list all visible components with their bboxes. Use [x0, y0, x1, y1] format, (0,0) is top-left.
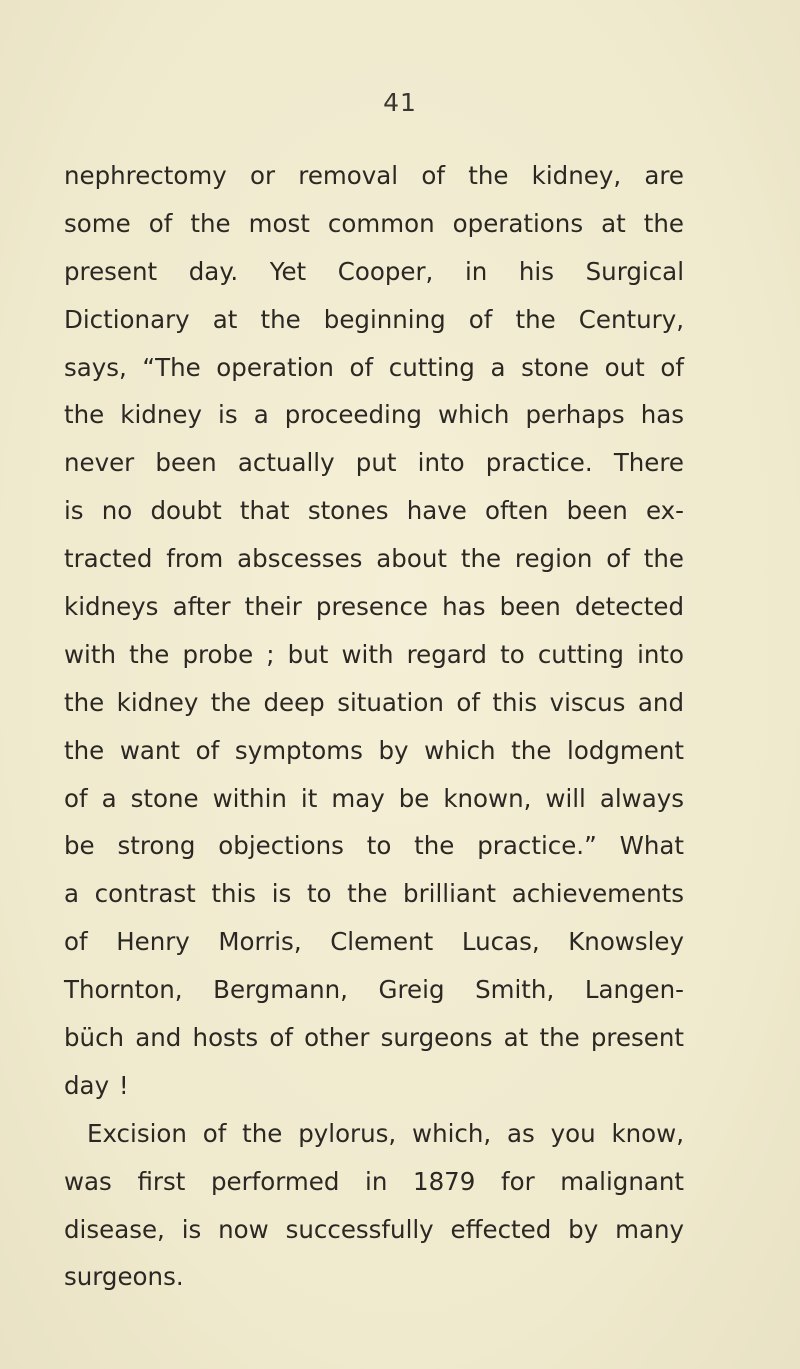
text-line: Thornton, Bergmann, Greig Smith, Langen-: [64, 975, 684, 1005]
text-line: a contrast this is to the brilliant achievements: [64, 879, 684, 909]
text-line: tracted from abscesses about the region of the: [64, 544, 684, 574]
text-line: nephrectomy or removal of the kidney, are: [64, 161, 684, 190]
text-line: kidneys after their presence has been detected: [64, 592, 684, 622]
text-line: büch and hosts of other surgeons at the present: [64, 1023, 684, 1053]
text-line: the kidney the deep situation of this viscus and: [64, 687, 684, 717]
text-line-paragraph-end: day !: [64, 1070, 129, 1100]
text-line: with the probe ; but with regard to cutting into: [64, 639, 684, 669]
body-text: [64, 152, 684, 1301]
text-line: the want of symptoms by which the lodgment: [64, 735, 684, 765]
text-line: be strong objections to the practice.” What: [64, 831, 684, 861]
text-line: the kidney is a proceeding which perhaps has: [64, 400, 684, 430]
text-line: of a stone within it may be known, will always: [64, 783, 684, 813]
text-line: says, “The operation of cutting a stone out of: [64, 352, 684, 382]
text-line: Dictionary at the beginning of the Century,: [64, 304, 684, 334]
text-line: is no doubt that stones have often been ex-: [64, 496, 684, 526]
text-line-paragraph-end: surgeons.: [64, 1262, 184, 1292]
text-line: disease, is now successfully effected by many: [64, 1214, 684, 1244]
text-line: present day. Yet Cooper, in his Surgical: [64, 256, 684, 286]
page-number: 41: [383, 88, 417, 117]
text-line-paragraph-start: Excision of the pylorus, which, as you know,: [87, 1118, 684, 1148]
text-line: of Henry Morris, Clement Lucas, Knowsley: [64, 927, 684, 957]
text-line: some of the most common operations at the: [64, 208, 684, 238]
text-line: was first performed in 1879 for malignant: [64, 1166, 684, 1196]
text-line: never been actually put into practice. There: [64, 448, 684, 478]
